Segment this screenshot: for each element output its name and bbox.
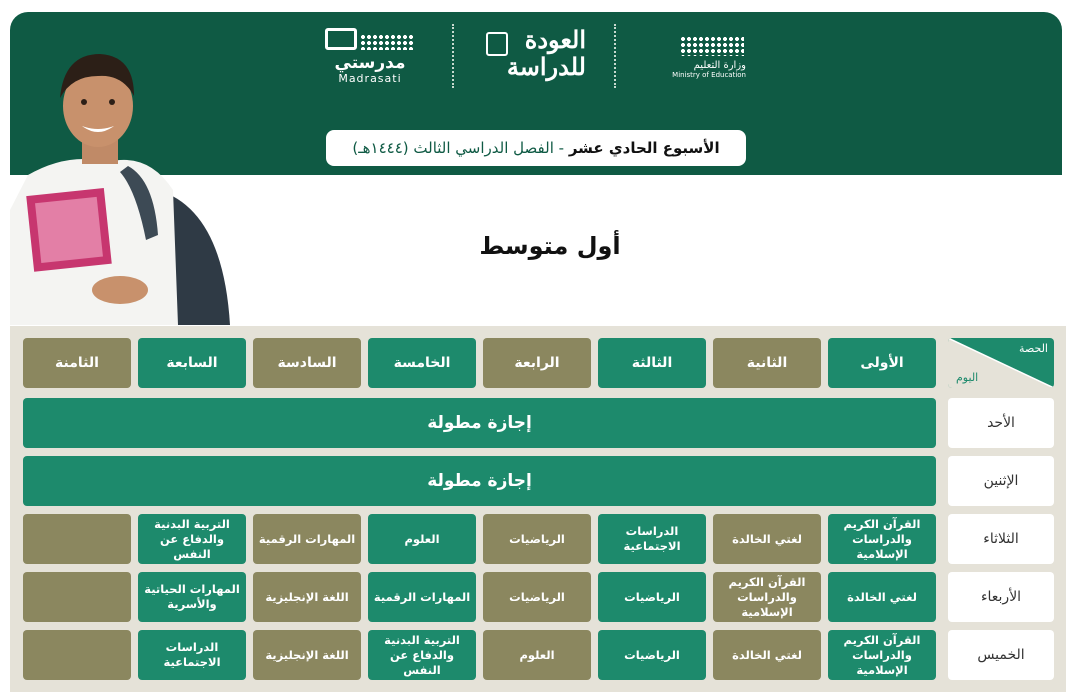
madrasati-logo-english: Madrasati [338,72,402,85]
period-header: الثالثة [598,338,706,388]
week-label: الأسبوع الحادي عشر [568,139,720,157]
ministry-logo-english: Ministry of Education [672,71,746,79]
wednesday-period-1: لغتي الخالدة [828,572,936,622]
thursday-period-3: الرياضيات [598,630,706,680]
day-label: الأحد [948,398,1054,448]
wednesday-period-4: الرياضيات [483,572,591,622]
back-to-school-line1: العودة [524,25,586,54]
period-header: الثانية [713,338,821,388]
book-icon [486,32,508,56]
tuesday-period-5: العلوم [368,514,476,564]
tuesday-period-1: القرآن الكريم والدراسات الإسلامية [828,514,936,564]
tuesday-period-7: التربية البدنية والدفاع عن النفس [138,514,246,564]
wednesday-period-7: المهارات الحياتية والأسرية [138,572,246,622]
tuesday-period-8 [23,514,131,564]
term-label: - الفصل الدراسي الثالث (١٤٤٤هـ) [352,139,569,157]
madrasati-logo-arabic: مدرستي [334,53,406,73]
tuesday-period-2: لغتي الخالدة [713,514,821,564]
wednesday-period-5: المهارات الرقمية [368,572,476,622]
thursday-period-5: التربية البدنية والدفاع عن النفس [368,630,476,680]
day-label: الخميس [948,630,1054,680]
day-label: الإثنين [948,456,1054,506]
thursday-period-7: الدراسات الاجتماعية [138,630,246,680]
period-header: الرابعة [483,338,591,388]
tuesday-period-6: المهارات الرقمية [253,514,361,564]
corner-header [948,338,1054,388]
schedule-table [10,326,1066,692]
ministry-logo-arabic: وزارة التعليم [693,60,746,71]
day-label: الثلاثاء [948,514,1054,564]
grade-title: أول متوسط [479,232,621,260]
sunday-holiday: إجازة مطولة [23,398,936,448]
monday-holiday: إجازة مطولة [23,456,936,506]
thursday-period-6: اللغة الإنجليزية [253,630,361,680]
thursday-period-2: لغتي الخالدة [713,630,821,680]
thursday-period-1: القرآن الكريم والدراسات الإسلامية [828,630,936,680]
period-header: الثامنة [23,338,131,388]
tuesday-period-3: الدراسات الاجتماعية [598,514,706,564]
student-photo [8,40,238,330]
logo-divider [452,24,454,88]
period-header: السابعة [138,338,246,388]
period-header: الخامسة [368,338,476,388]
back-to-school-line2: للدراسة [506,52,586,81]
day-label: الأربعاء [948,572,1054,622]
week-banner [326,130,746,166]
thursday-period-8 [23,630,131,680]
logo-divider [614,24,616,88]
period-header: الأولى [828,338,936,388]
back-to-school-logo [476,26,586,80]
thursday-period-4: العلوم [483,630,591,680]
corner-day-label: اليوم [956,371,979,384]
period-header: السادسة [253,338,361,388]
madrasati-logo [320,28,420,85]
tuesday-period-4: الرياضيات [483,514,591,564]
corner-period-label: الحصة [1019,342,1048,355]
wednesday-period-2: القرآن الكريم والدراسات الإسلامية [713,572,821,622]
ministry-logo [650,36,746,79]
wednesday-period-6: اللغة الإنجليزية [253,572,361,622]
wednesday-period-8 [23,572,131,622]
wednesday-period-3: الرياضيات [598,572,706,622]
